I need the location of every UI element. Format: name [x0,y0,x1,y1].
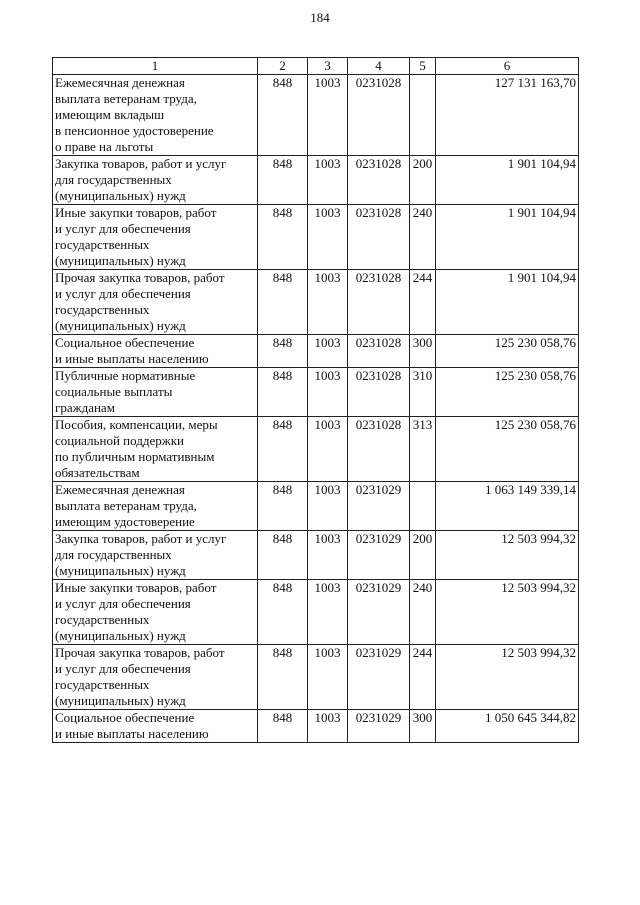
expense-type-cell [410,75,436,156]
section-code-cell: 1003 [308,710,348,743]
table-row [53,75,579,156]
table-row [53,710,579,743]
grbs-code-cell: 848 [258,75,308,156]
table-header-row [53,58,579,75]
section-code-cell: 1003 [308,645,348,710]
section-code-cell: 1003 [308,205,348,270]
amount-cell: 1 901 104,94 [436,270,579,335]
target-article-cell: 0231028 [348,270,410,335]
amount-cell: 1 901 104,94 [436,156,579,205]
expense-type-cell: 300 [410,335,436,368]
amount-cell: 1 063 149 339,14 [436,482,579,531]
table-row [53,368,579,417]
grbs-code-cell: 848 [258,270,308,335]
section-code-cell: 1003 [308,531,348,580]
section-code-cell: 1003 [308,417,348,482]
expense-type-cell: 313 [410,417,436,482]
section-code-cell: 1003 [308,580,348,645]
column-header: 5 [410,58,436,75]
column-header: 3 [308,58,348,75]
target-article-cell: 0231028 [348,368,410,417]
section-code-cell: 1003 [308,75,348,156]
amount-cell: 1 901 104,94 [436,205,579,270]
amount-cell: 12 503 994,32 [436,580,579,645]
table-row [53,645,579,710]
grbs-code-cell: 848 [258,645,308,710]
target-article-cell: 0231029 [348,531,410,580]
target-article-cell: 0231028 [348,75,410,156]
target-article-cell: 0231028 [348,335,410,368]
item-name-cell: Прочая закупка товаров, работ и услуг для обеспечения государственных (муниципальных) нужд [53,645,258,710]
section-code-cell: 1003 [308,335,348,368]
grbs-code-cell: 848 [258,335,308,368]
grbs-code-cell: 848 [258,580,308,645]
target-article-cell: 0231029 [348,710,410,743]
expense-type-cell: 244 [410,270,436,335]
item-name-cell: Иные закупки товаров, работ и услуг для обеспечения государственных (муниципальных) нужд [53,205,258,270]
grbs-code-cell: 848 [258,368,308,417]
item-name-cell: Ежемесячная денежная выплата ветеранам труда, имеющим вкладыш в пенсионное удостоверение о праве на льготы [53,75,258,156]
page-number: 184 [310,10,330,25]
budget-table [52,57,579,743]
section-code-cell: 1003 [308,156,348,205]
grbs-code-cell: 848 [258,156,308,205]
expense-type-cell [410,482,436,531]
table-row [53,417,579,482]
amount-cell: 12 503 994,32 [436,531,579,580]
table-row [53,531,579,580]
amount-cell: 12 503 994,32 [436,645,579,710]
expense-type-cell: 240 [410,205,436,270]
amount-cell: 1 050 645 344,82 [436,710,579,743]
column-header: 2 [258,58,308,75]
amount-cell: 125 230 058,76 [436,417,579,482]
expense-type-cell: 200 [410,531,436,580]
grbs-code-cell: 848 [258,417,308,482]
item-name-cell: Социальное обеспечение и иные выплаты населению [53,710,258,743]
target-article-cell: 0231028 [348,205,410,270]
target-article-cell: 0231029 [348,645,410,710]
expense-type-cell: 200 [410,156,436,205]
amount-cell: 127 131 163,70 [436,75,579,156]
target-article-cell: 0231029 [348,482,410,531]
grbs-code-cell: 848 [258,531,308,580]
table-row [53,335,579,368]
column-header: 1 [53,58,258,75]
amount-cell: 125 230 058,76 [436,368,579,417]
section-code-cell: 1003 [308,482,348,531]
table-row [53,580,579,645]
item-name-cell: Иные закупки товаров, работ и услуг для обеспечения государственных (муниципальных) нужд [53,580,258,645]
expense-type-cell: 244 [410,645,436,710]
section-code-cell: 1003 [308,368,348,417]
grbs-code-cell: 848 [258,710,308,743]
column-header: 4 [348,58,410,75]
target-article-cell: 0231029 [348,580,410,645]
table-row [53,270,579,335]
item-name-cell: Ежемесячная денежная выплата ветеранам труда, имеющим удостоверение [53,482,258,531]
expense-type-cell: 300 [410,710,436,743]
item-name-cell: Закупка товаров, работ и услуг для государственных (муниципальных) нужд [53,156,258,205]
table-body [53,75,579,743]
expense-type-cell: 240 [410,580,436,645]
table-row [53,482,579,531]
item-name-cell: Публичные нормативные социальные выплаты гражданам [53,368,258,417]
target-article-cell: 0231028 [348,417,410,482]
item-name-cell: Закупка товаров, работ и услуг для государственных (муниципальных) нужд [53,531,258,580]
table-row [53,156,579,205]
item-name-cell: Пособия, компенсации, меры социальной поддержки по публичным нормативным обязательствам [53,417,258,482]
target-article-cell: 0231028 [348,156,410,205]
item-name-cell: Социальное обеспечение и иные выплаты населению [53,335,258,368]
item-name-cell: Прочая закупка товаров, работ и услуг для обеспечения государственных (муниципальных) нужд [53,270,258,335]
section-code-cell: 1003 [308,270,348,335]
expense-type-cell: 310 [410,368,436,417]
grbs-code-cell: 848 [258,482,308,531]
table-row [53,205,579,270]
grbs-code-cell: 848 [258,205,308,270]
amount-cell: 125 230 058,76 [436,335,579,368]
column-header: 6 [436,58,579,75]
